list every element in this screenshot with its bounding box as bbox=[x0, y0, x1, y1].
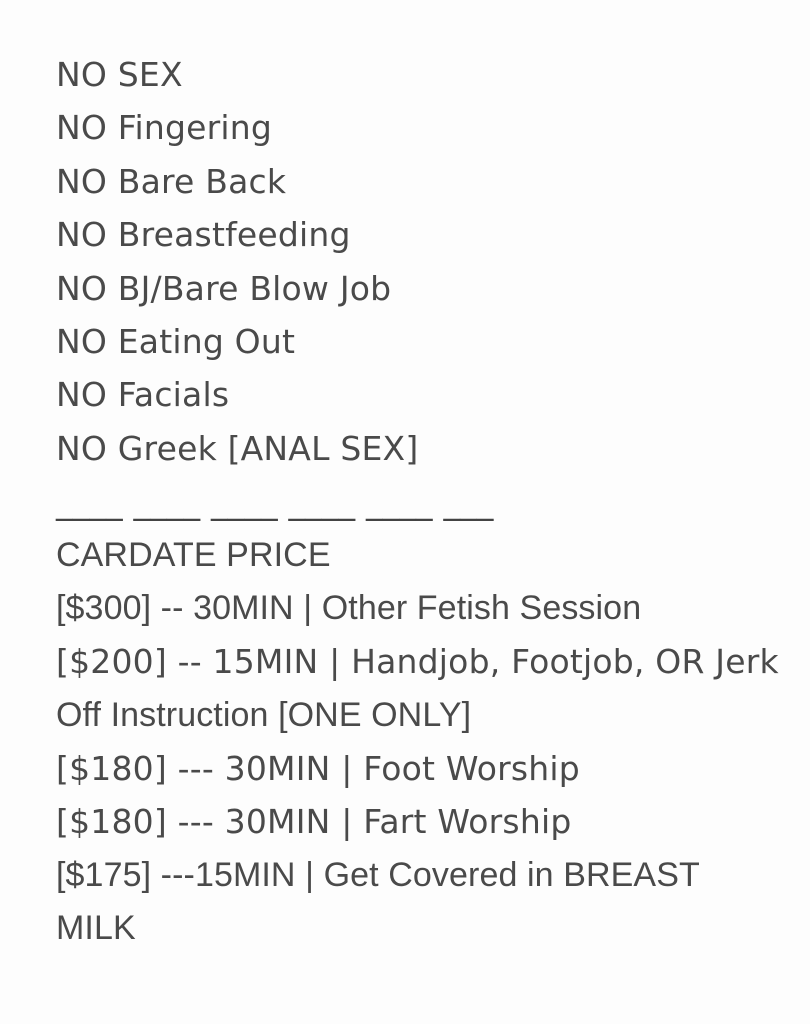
restriction-line: NO Breastfeeding bbox=[56, 215, 351, 255]
price-line: [$180] --- 30MIN | Fart Worship bbox=[56, 802, 572, 842]
price-line-continuation: Off Instruction [ONE ONLY] bbox=[56, 695, 472, 734]
restriction-line: NO Eating Out bbox=[56, 321, 296, 361]
restriction-line: NO Bare Back bbox=[56, 161, 287, 201]
restriction-line: NO Fingering bbox=[56, 108, 273, 148]
restriction-line: NO Greek [ANAL SEX] bbox=[56, 428, 419, 468]
price-section-heading: CARDATE PRICE bbox=[56, 535, 331, 574]
price-line: [$175] ---15MIN | Get Covered in BREAST bbox=[56, 855, 700, 894]
price-line: [$300] -- 30MIN | Other Fetish Session bbox=[56, 588, 642, 627]
price-line: [$180] --- 30MIN | Foot Worship bbox=[56, 749, 580, 789]
restriction-line: NO BJ/Bare Blow Job bbox=[56, 268, 392, 308]
price-line: [$200] -- 15MIN | Handjob, Footjob, OR Jerk bbox=[56, 642, 779, 682]
price-line-continuation: MILK bbox=[56, 909, 136, 948]
divider-line: ____ ____ ____ ____ ____ ___ bbox=[56, 482, 494, 522]
restriction-line: NO SEX bbox=[56, 55, 183, 94]
restriction-line: NO Facials bbox=[56, 375, 230, 415]
